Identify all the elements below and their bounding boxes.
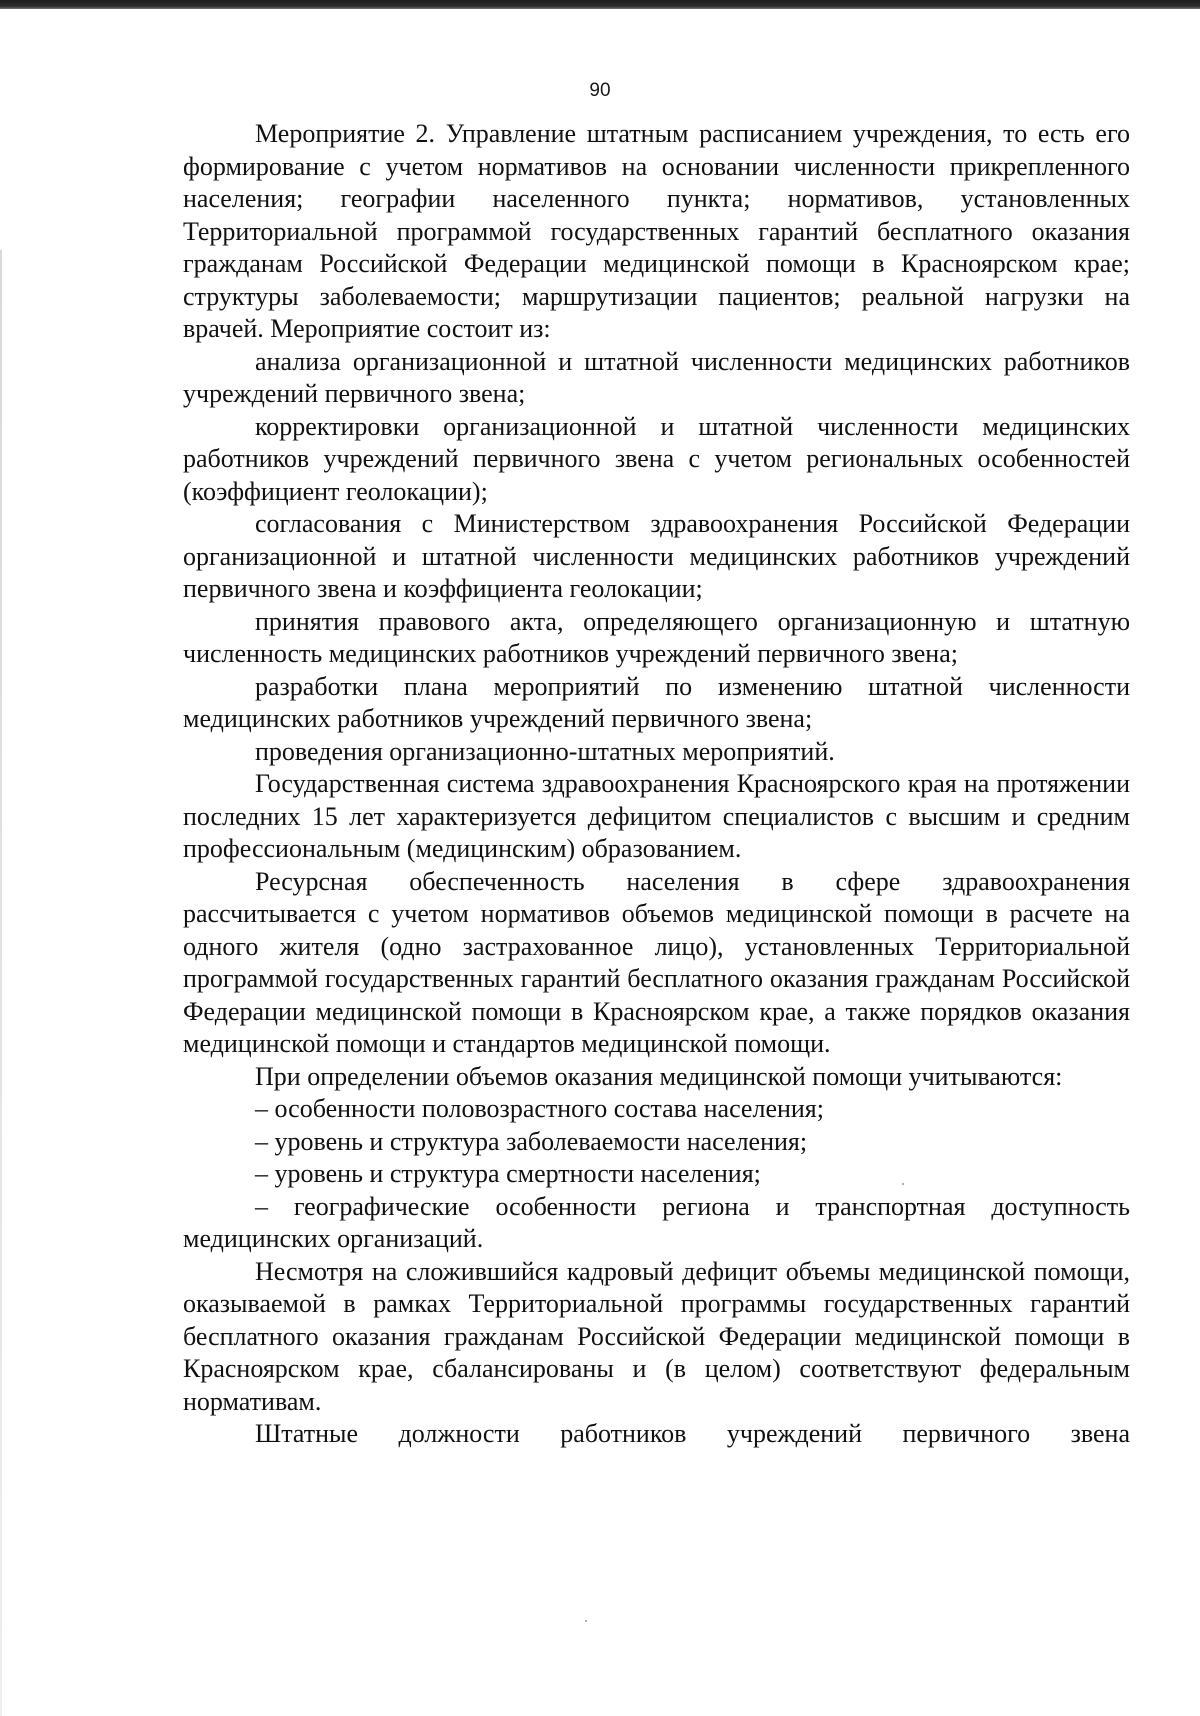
scan-speck bbox=[902, 1183, 904, 1185]
paragraph-staffing-events: проведения организационно-штатных мероприятий. bbox=[255, 736, 835, 766]
paragraph-legal-act: принятия правового акта, определяющего организационную и штатную численность медицинских работников учреждений первичного звена; bbox=[183, 606, 1130, 668]
paragraph-event-2: Мероприятие 2. Управление штатным расписанием учреждения, то есть его формирование с учетом нормативов на основании численности прикрепленного населения; географии населенного пункта; нормативов, установленных Территориальной программой государственных гарантий бесплатного оказания гражданам Российской Федерации медицинской помощи в Красноярском крае; структуры заболеваемости; маршрутизации пациентов; реальной нагрузки на врачей. Мероприятие состоит из: bbox=[183, 119, 1130, 343]
document-body bbox=[183, 118, 1130, 1451]
scan-edge-left bbox=[0, 250, 2, 1716]
page-number: 90 bbox=[589, 80, 611, 101]
scan-edge-top bbox=[0, 0, 1200, 9]
paragraph-resources: Ресурсная обеспеченность населения в сфере здравоохранения рассчитывается с учетом нормативов объемов медицинской помощи в расчете на одного жителя (одно застрахованное лицо), установленных Территориальной программой государственных гарантий бесплатного оказания гражданам Российской Федерации медицинской помощи в Красноярском крае, а также порядков оказания медицинской помощи и стандартов медицинской помощи. bbox=[183, 866, 1130, 1058]
paragraph-volumes-intro: При определении объемов оказания медицинской помощи учитываются: bbox=[255, 1061, 1063, 1091]
list-item-morbidity: – уровень и структура заболеваемости населения; bbox=[255, 1126, 808, 1156]
list-item-mortality: – уровень и структура смертности населения; bbox=[255, 1159, 761, 1188]
paragraph-positions: Штатные должности работников учреждений первичного звена bbox=[255, 1419, 1130, 1448]
paragraph-approval: согласования с Министерством здравоохранения Российской Федерации организационной и штатной численности медицинских работников учреждений первичного звена и коэффициента геолокации; bbox=[183, 509, 1130, 603]
list-item-age-sex: – особенности половозрастного состава населения; bbox=[255, 1094, 824, 1123]
list-item-geography: – географические особенности региона и транспортная доступность медицинских организаций. bbox=[183, 1191, 1130, 1253]
paragraph-plan: разработки плана мероприятий по изменению штатной численности медицинских работников учреждений первичного звена; bbox=[183, 671, 1130, 733]
paragraph-balance: Несмотря на сложившийся кадровый дефицит объемы медицинской помощи, оказываемой в рамках Территориальной программы государственных гарантий бесплатного оказания гражданам Российской Федерации медицинской помощи в Красноярском крае, сбалансированы и (в целом) соответствуют федеральным нормативам. bbox=[183, 1256, 1130, 1416]
paragraph-analysis: анализа организационной и штатной численности медицинских работников учреждений первичного звена; bbox=[183, 346, 1130, 408]
paragraph-correction: корректировки организационной и штатной численности медицинских работников учреждений первичного звена с учетом региональных особенностей (коэффициент геолокации); bbox=[183, 411, 1130, 506]
paragraph-deficit: Государственная система здравоохранения Красноярского края на протяжении последних 15 лет характеризуется дефицитом специалистов с высшим и средним профессиональным (медицинским) образованием. bbox=[183, 769, 1130, 863]
scan-speck bbox=[585, 1620, 587, 1622]
